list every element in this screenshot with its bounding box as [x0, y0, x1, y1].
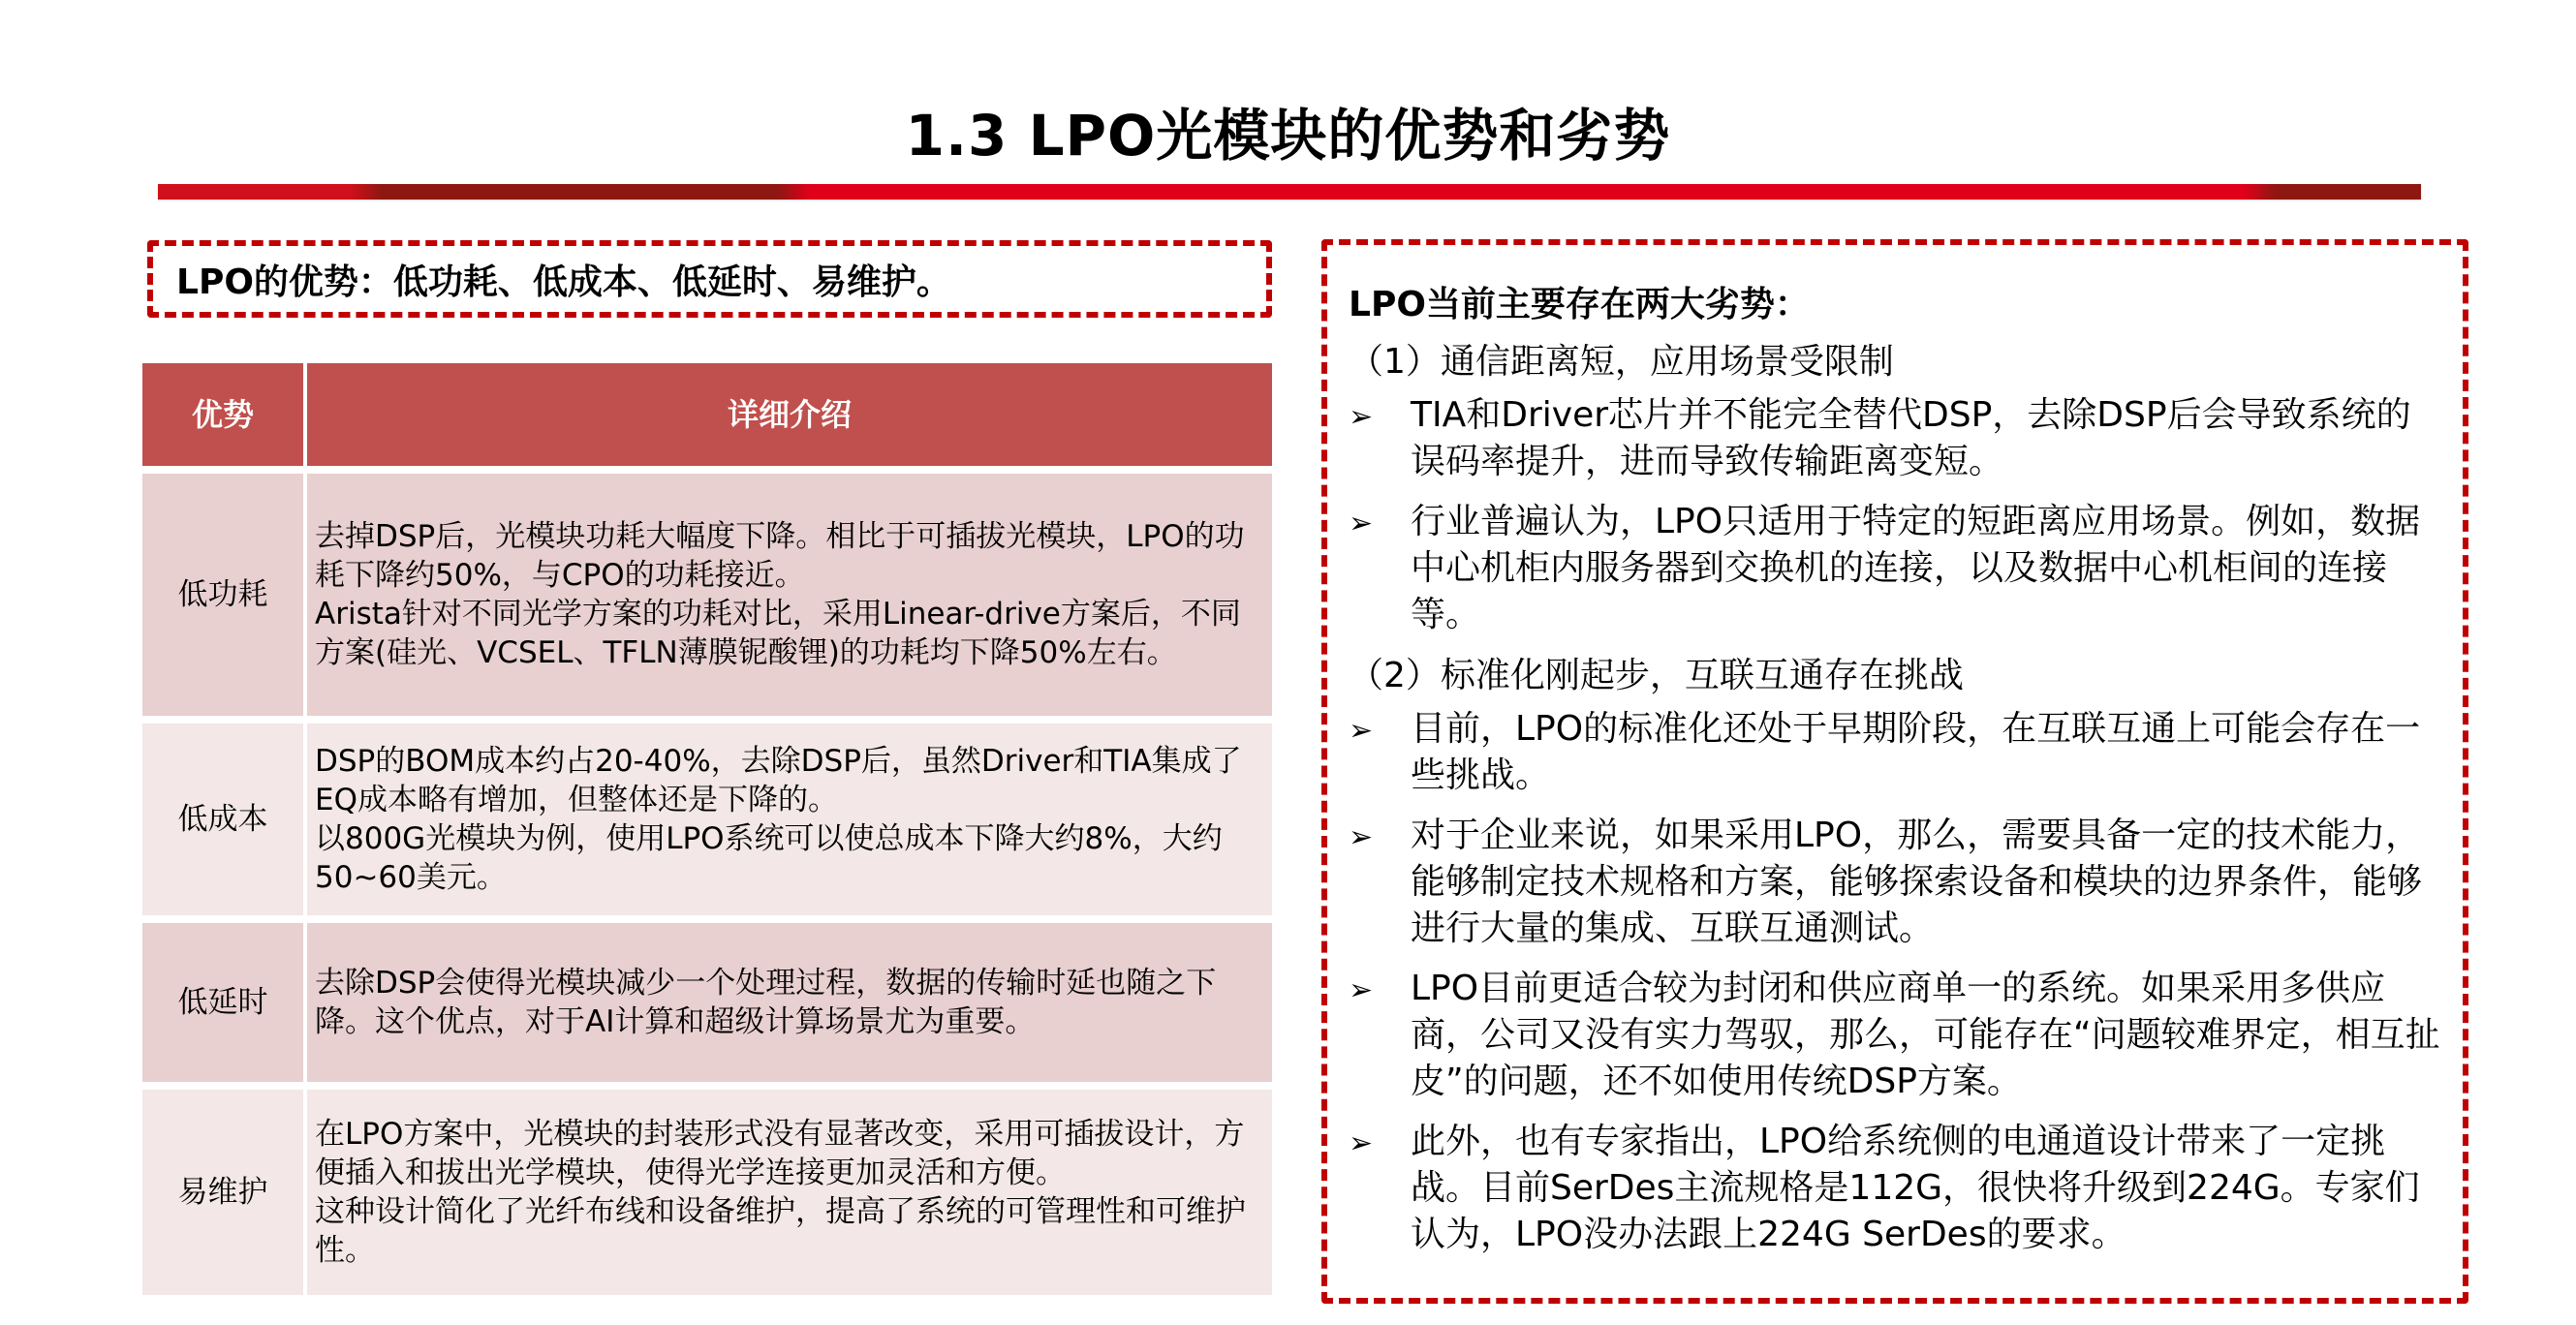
- advantage-name: 低功耗: [142, 474, 307, 724]
- arrowhead-bullet-icon: ➢: [1349, 973, 1374, 1007]
- column-header-advantage: 优势: [142, 363, 307, 474]
- page-title: 1.3 LPO光模块的优势和劣势: [905, 103, 1671, 169]
- list-item: [1349, 392, 2443, 485]
- advantages-table: [142, 363, 1272, 1295]
- table-row: [142, 1090, 1272, 1295]
- arrowhead-bullet-icon: ➢: [1349, 1126, 1374, 1160]
- arrowhead-bullet-icon: ➢: [1349, 400, 1374, 434]
- list-item: [1349, 813, 2443, 952]
- detail-line: DSP的BOM成本约占20-40%，去除DSP后，虽然Driver和TIA集成了EQ成本略有增加，但整体还是下降的。: [315, 744, 1242, 817]
- list-item: [1349, 706, 2443, 799]
- list-item-text: 对于企业来说，如果采用LPO，那么，需要具备一定的技术能力，能够制定技术规格和方案，能够探索设备和模块的边界条件，能够进行大量的集成、互联互通测试。: [1411, 816, 2423, 948]
- list-item: [1349, 499, 2443, 638]
- detail-line: 去除DSP会使得光模块减少一个处理过程，数据的传输时延也随之下降。这个优点，对于AI计算和超级计算场景尤为重要。: [315, 966, 1217, 1039]
- detail-line: Arista针对不同光学方案的功耗对比，采用Linear-drive方案后，不同方案(硅光、VCSEL、TFLN薄膜铌酸锂)的功耗均下降50%左右。: [315, 597, 1241, 670]
- advantage-detail: [307, 923, 1272, 1090]
- detail-line: 这种设计简化了光纤布线和设备维护，提高了系统的可管理性和可维护性。: [315, 1194, 1246, 1268]
- list-item-text: TIA和Driver芯片并不能完全替代DSP，去除DSP后会导致系统的误码率提升，进而导致传输距离变短。: [1411, 395, 2411, 481]
- list-item: [1349, 1119, 2443, 1258]
- disadvantages-heading: LPO当前主要存在两大劣势：: [1349, 285, 1810, 324]
- advantages-summary: LPO的优势：低功耗、低成本、低延时、易维护。: [176, 262, 951, 302]
- advantage-detail: [307, 1090, 1272, 1295]
- table-row: [142, 923, 1272, 1090]
- arrowhead-bullet-icon: ➢: [1349, 820, 1374, 854]
- advantage-name: 低延时: [142, 923, 307, 1090]
- table-header-row: [142, 363, 1272, 474]
- list-item: [1349, 966, 2443, 1105]
- detail-line: 以800G光模块为例，使用LPO系统可以使总成本下降大约8%，大约50~60美元。: [315, 821, 1223, 895]
- table-row: [142, 474, 1272, 724]
- advantage-detail: [307, 474, 1272, 724]
- disadvantages-box: [1321, 239, 2468, 1304]
- advantage-name: 低成本: [142, 724, 307, 923]
- advantage-detail: [307, 724, 1272, 923]
- list-item-text: 此外，也有专家指出，LPO给系统侧的电通道设计带来了一定挑战。目前SerDes主流规格是112G，很快将升级到224G。专家们认为，LPO没办法跟上224G SerDes的要求。: [1411, 1122, 2420, 1254]
- advantage-name: 易维护: [142, 1090, 307, 1295]
- detail-line: 在LPO方案中，光模块的封装形式没有显著改变，采用可插拔设计，方便插入和拔出光学模块，使得光学连接更加灵活和方便。: [315, 1117, 1245, 1190]
- detail-line: 去掉DSP后，光模块功耗大幅度下降。相比于可插拔光模块，LPO的功耗下降约50%，与CPO的功耗接近。: [315, 519, 1245, 593]
- list-item-text: 目前，LPO的标准化还处于早期阶段，在互联互通上可能会存在一些挑战。: [1411, 709, 2421, 795]
- list-item-text: LPO目前更适合较为封闭和供应商单一的系统。如果采用多供应商，公司又没有实力驾驭，那么，可能存在“问题较难界定，相互扯皮”的问题，还不如使用传统DSP方案。: [1411, 969, 2440, 1101]
- section-title: （1）通信距离短，应用场景受限制: [1349, 342, 1894, 382]
- arrowhead-bullet-icon: ➢: [1349, 714, 1374, 748]
- column-header-detail: 详细介绍: [307, 363, 1272, 474]
- title-divider-bar: [158, 184, 2421, 200]
- table-row: [142, 724, 1272, 923]
- arrowhead-bullet-icon: ➢: [1349, 507, 1374, 540]
- list-item-text: 行业普遍认为，LPO只适用于特定的短距离应用场景。例如，数据中心机柜内服务器到交换机的连接，以及数据中心机柜间的连接等。: [1411, 502, 2421, 634]
- section-title: （2）标准化刚起步，互联互通存在挑战: [1349, 656, 1964, 695]
- advantages-summary-box: [147, 240, 1272, 318]
